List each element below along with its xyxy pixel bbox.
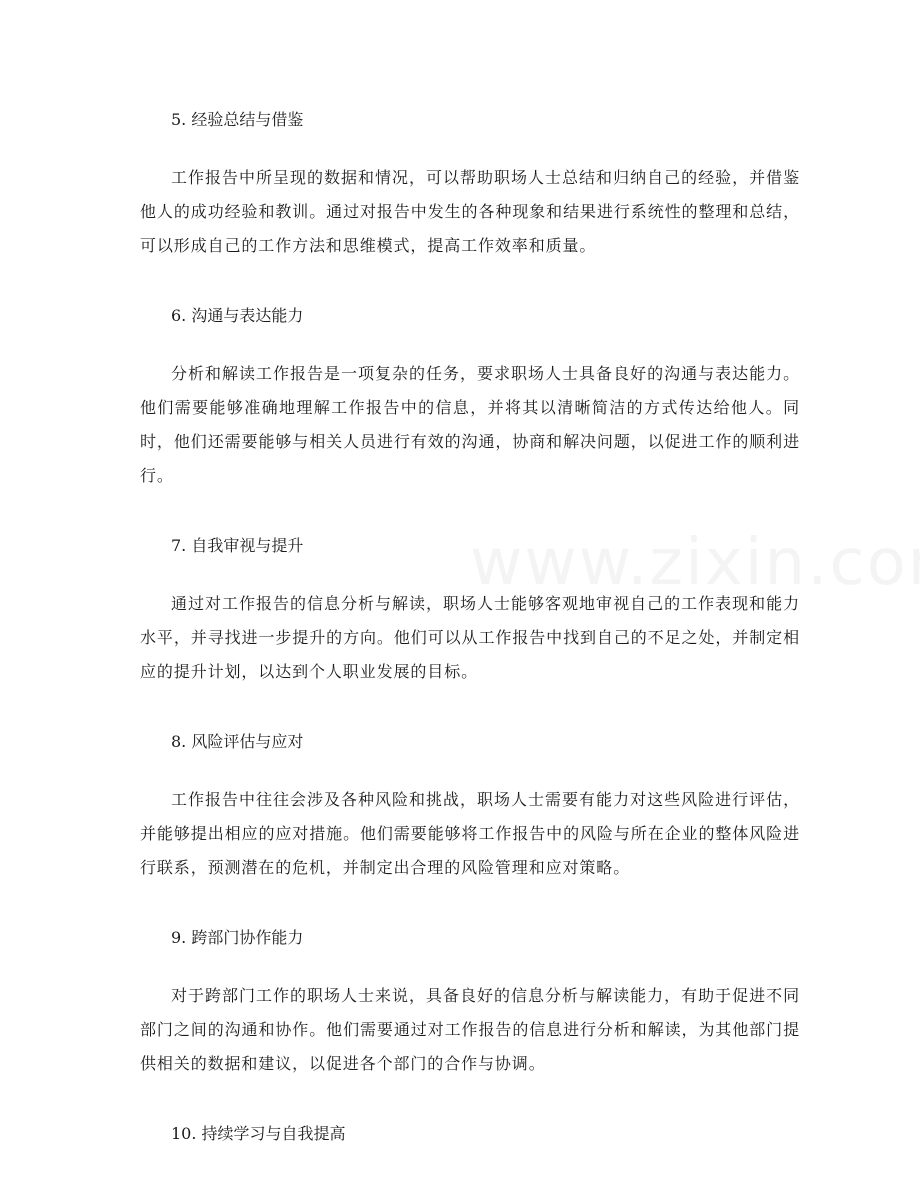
section-7	[140, 528, 800, 689]
section-heading: 8. 风险评估与应对	[171, 732, 304, 751]
document-content	[140, 102, 800, 1152]
section-8	[140, 724, 800, 885]
section-10	[140, 1116, 800, 1152]
section-paragraph: 通过对工作报告的信息分析与解读，职场人士能够客观地审视自己的工作表现和能力水平，并寻找进一步提升的方向。他们可以从工作报告中找到自己的不足之处，并制定相应的提升计划，以达到个人职业发展的目标。	[140, 594, 800, 681]
section-heading: 10. 持续学习与自我提高	[171, 1124, 346, 1143]
section-heading: 6. 沟通与表达能力	[171, 306, 304, 325]
section-6	[140, 298, 800, 493]
section-heading: 7. 自我审视与提升	[171, 536, 304, 555]
section-paragraph: 分析和解读工作报告是一项复杂的任务，要求职场人士具备良好的沟通与表达能力。他们需要能够准确地理解工作报告中的信息，并将其以清晰简洁的方式传达给他人。同时，他们还需要能够与相关人员进行有效的沟通，协商和解决问题，以促进工作的顺利进行。	[140, 364, 800, 485]
section-heading: 9. 跨部门协作能力	[171, 928, 304, 947]
section-paragraph: 工作报告中所呈现的数据和情况，可以帮助职场人士总结和归纳自己的经验，并借鉴他人的成功经验和教训。通过对报告中发生的各种现象和结果进行系统性的整理和总结，可以形成自己的工作方法和思维模式，提高工作效率和质量。	[140, 168, 800, 255]
section-paragraph: 工作报告中往往会涉及各种风险和挑战，职场人士需要有能力对这些风险进行评估，并能够提出相应的应对措施。他们需要能够将工作报告中的风险与所在企业的整体风险进行联系，预测潜在的危机，并制定出合理的风险管理和应对策略。	[140, 790, 800, 877]
section-9	[140, 920, 800, 1081]
section-paragraph: 对于跨部门工作的职场人士来说，具备良好的信息分析与解读能力，有助于促进不同部门之间的沟通和协作。他们需要通过对工作报告的信息进行分析和解读，为其他部门提供相关的数据和建议，以促进各个部门的合作与协调。	[140, 986, 800, 1073]
section-5	[140, 102, 800, 263]
section-heading: 5. 经验总结与借鉴	[171, 110, 304, 129]
